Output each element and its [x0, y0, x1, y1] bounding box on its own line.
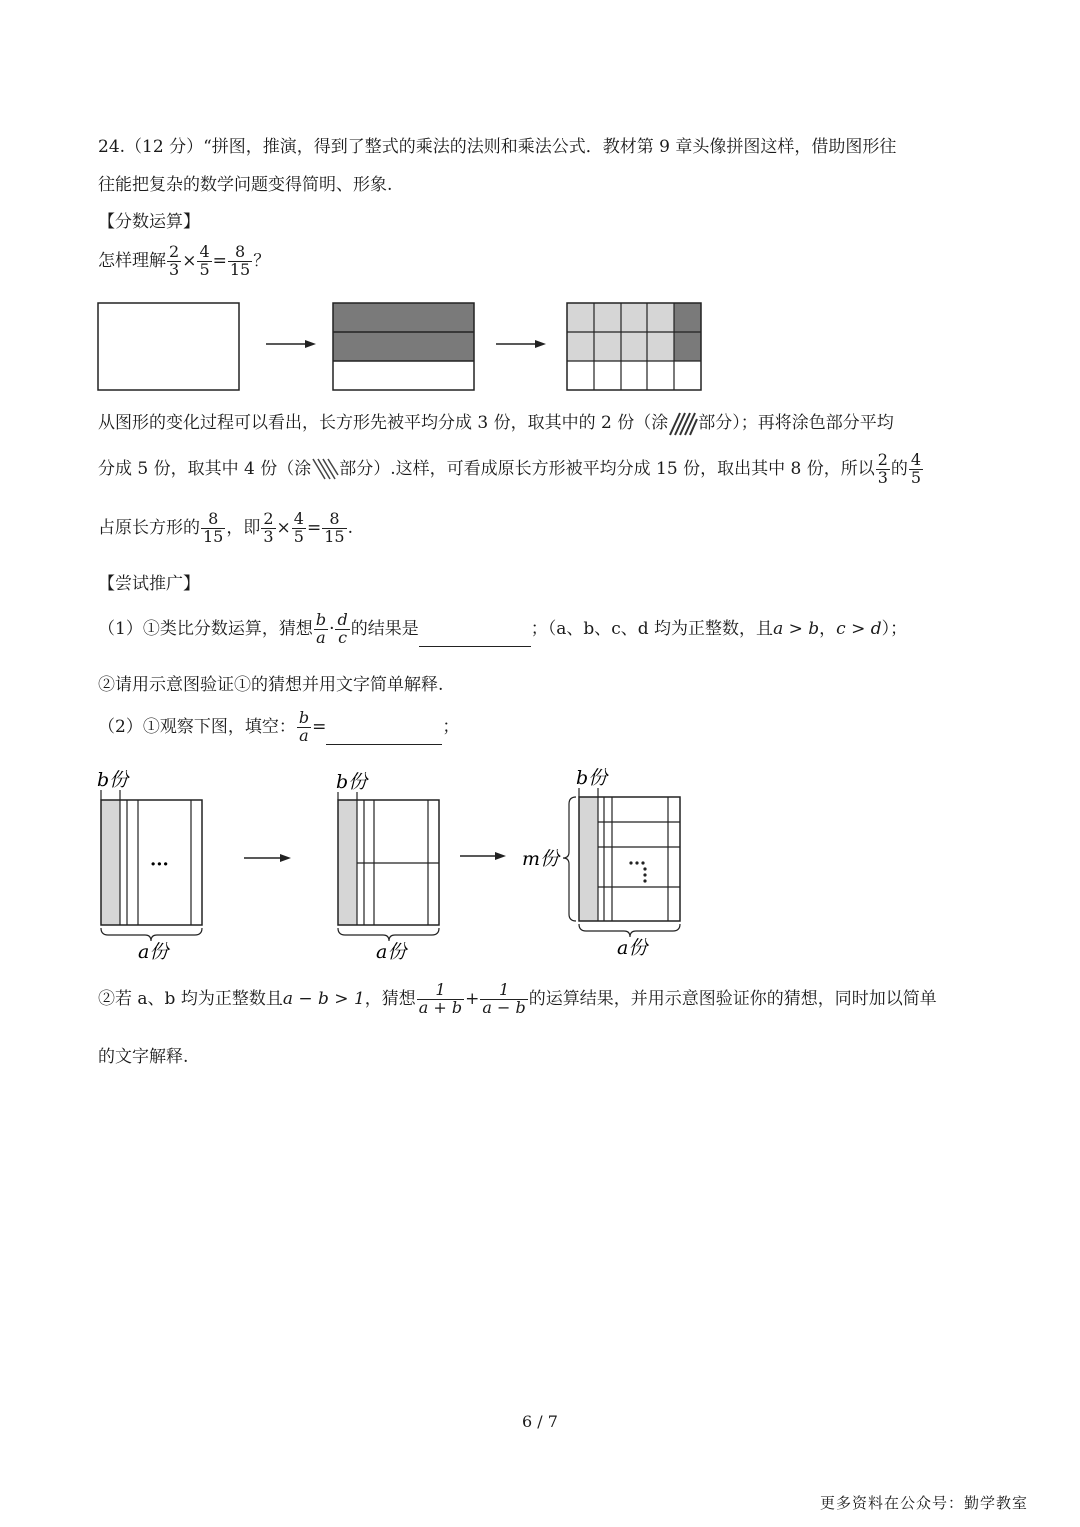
explain-text: 从图形的变化过程可以看出，长方形先被平均分成 3 份，取其中的 2 份（涂 — [98, 413, 669, 433]
a-share-label: a份 — [376, 941, 407, 963]
ellipsis-dots: ··· — [150, 854, 169, 875]
a-share-label: a份 — [617, 937, 648, 959]
q2-text: ②若 a、b 均为正整数且 — [98, 988, 283, 1009]
a-brace — [579, 924, 680, 937]
explain-text: 分成 5 份，取其中 4 份（涂 — [98, 458, 312, 479]
explain-text: ，即 — [226, 517, 261, 538]
explain-line-2 — [98, 452, 924, 487]
fraction-diagram — [0, 0, 1080, 400]
q1-text: 的结果是 — [350, 618, 419, 639]
fraction: $\frac{1}{a - b}$ — [482, 980, 526, 1017]
partition-diagram — [0, 760, 1080, 970]
times-sign: × — [276, 517, 291, 538]
condition: a − b > 1 — [282, 988, 365, 1009]
section-title-generalize: 【尝试推广】 — [98, 574, 200, 594]
equals-sign: = — [306, 517, 322, 538]
figure-b — [336, 771, 439, 963]
question-line-1: 24.（12 分）“拼图，推演，得到了整式的乘法的法则和乘法公式．教材第 9 章头像拼图这样，借助图形往 — [98, 137, 897, 157]
q1-text: （1）①类比分数运算，猜想 — [98, 618, 313, 639]
explain-text: 部分）.这样，可看成原长方形被平均分成 15 份，取出其中 8 份，所以 — [339, 458, 875, 479]
explain-text: 部分）；再将涂色部分平均 — [698, 413, 894, 433]
a-brace — [101, 928, 202, 941]
fraction: $\frac{4}{5}$ — [199, 242, 210, 279]
b-share-label: b份 — [576, 767, 608, 789]
condition: a > b — [773, 618, 820, 639]
q2-text: 的运算结果，并用示意图验证你的猜想，同时加以简单 — [528, 988, 937, 1009]
fraction: $\frac{b}{a}$ — [315, 610, 327, 647]
fraction: $\frac{b}{a}$ — [298, 708, 310, 745]
fraction: $\frac{4}{5}$ — [910, 450, 922, 487]
fraction: $\frac{2}{3}$ — [877, 450, 888, 487]
plus-sign: + — [465, 988, 480, 1009]
q1-part2: ②请用示意图验证①的猜想并用文字简单解释. — [98, 675, 444, 695]
m-brace — [563, 797, 576, 921]
q2-text: ； — [442, 716, 460, 737]
explain-line-1 — [98, 408, 894, 437]
ask-prefix: 怎样理解 — [98, 250, 166, 271]
b-share-label: b份 — [97, 769, 129, 791]
thirds-rectangle — [333, 303, 474, 390]
times-sign: × — [182, 250, 197, 271]
figure-c — [522, 767, 680, 959]
fifteenths-rectangle — [567, 303, 701, 390]
q2-text: ，猜想 — [364, 988, 416, 1009]
q2-part2-line1 — [98, 982, 937, 1017]
ask-suffix: ？ — [253, 250, 271, 271]
figure-a — [97, 769, 202, 963]
q2-part2-line2: 的文字解释. — [98, 1047, 189, 1067]
section-title-fraction: 【分数运算】 — [98, 212, 200, 232]
condition: c > d — [836, 618, 882, 639]
dense-hatch-swatch-icon — [668, 411, 698, 437]
q2-line — [98, 710, 459, 745]
fraction: $\frac{8}{15}$ — [203, 509, 224, 546]
explain-text: 占原长方形的 — [98, 517, 200, 538]
original-rectangle — [98, 303, 239, 390]
fraction: $\frac{8}{15}$ — [324, 509, 345, 546]
light-hatch-swatch-icon — [311, 457, 339, 481]
q1-line — [98, 612, 907, 647]
q2-text: （2）①观察下图，填空： — [98, 716, 296, 737]
dot-sign: · — [329, 618, 335, 639]
answer-blank[interactable] — [419, 626, 531, 647]
b-share-label: b份 — [336, 771, 368, 793]
q1-text: ）； — [881, 618, 908, 639]
fraction: $\frac{1}{a + b}$ — [418, 980, 463, 1017]
dots-pattern — [629, 861, 646, 882]
explain-line-3 — [98, 511, 353, 546]
a-share-label: a份 — [138, 941, 169, 963]
fraction: $\frac{8}{15}$ — [229, 242, 251, 279]
question-line-2: 往能把复杂的数学问题变得简明、形象. — [98, 175, 393, 195]
explain-text: 的 — [890, 458, 908, 479]
explain-text: . — [347, 517, 353, 538]
page-number: 6 / 7 — [522, 1412, 558, 1431]
arrow-right-icon — [496, 340, 546, 348]
equals-sign: = — [312, 716, 327, 737]
m-share-label: m份 — [522, 848, 560, 870]
q1-text: ， — [819, 618, 837, 639]
fraction: $\frac{4}{5}$ — [293, 509, 304, 546]
arrow-right-icon — [244, 854, 291, 862]
fraction: $\frac{2}{3}$ — [169, 242, 180, 279]
answer-blank[interactable] — [326, 724, 442, 745]
arrow-right-icon — [460, 852, 506, 860]
q1-text: ；（a、b、c、d 均为正整数，且 — [530, 618, 774, 639]
equals-sign: = — [212, 250, 227, 271]
footer-watermark: 更多资料在公众号：勤学教室 — [819, 1494, 1028, 1512]
arrow-right-icon — [266, 340, 316, 348]
fraction: $\frac{d}{c}$ — [337, 610, 348, 647]
a-brace — [338, 928, 439, 941]
fraction: $\frac{2}{3}$ — [263, 509, 274, 546]
